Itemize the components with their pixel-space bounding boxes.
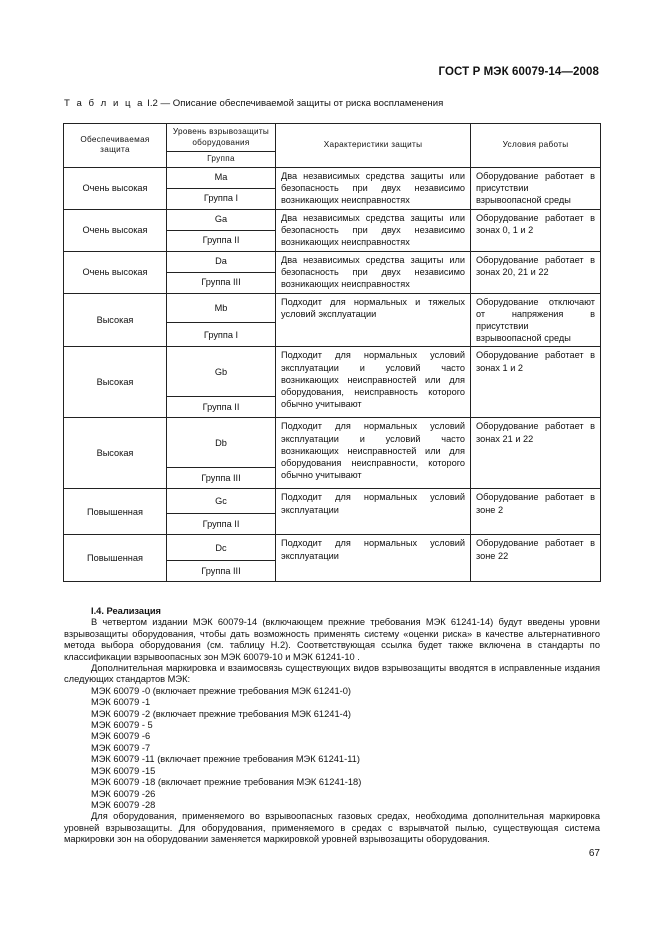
equipment-level-code: Gc <box>167 489 276 514</box>
protection-characteristics: Два независимых средства защиты или безопасность при двух независимо возникающих неисправностях <box>276 209 471 251</box>
protection-level: Повышенная <box>64 535 167 582</box>
paragraph: В четвертом издании МЭК 60079-14 (включающем прежние требования МЭК 61241-14) будут введены уровни взрывозащиты оборудования, чтобы дать возможность применять систему «оценки риска» в качестве альтернативного метода выбора оборудования (см. таблицу Н.2). Соответствующая ссылка будет также включена в стандарты по классификации взрывоопасных зон МЭК 60079-10 и МЭК 61241-10 . <box>64 617 600 662</box>
operating-conditions: Оборудование работает в зонах 20, 21 и 22 <box>471 251 601 293</box>
table-caption <box>64 98 443 109</box>
protection-characteristics: Подходит для нормальных условий эксплуатации и условий часто возникающих неисправностей или для оборудования, неисправность которого обычно учитывают <box>276 347 471 418</box>
equipment-group: Группа III <box>167 468 276 489</box>
standard-item: МЭК 60079 -1 <box>91 697 151 708</box>
standard-item: МЭК 60079 -0 (включает прежние требования МЭК 61241-0) <box>91 685 351 696</box>
protection-characteristics: Подходит для нормальных условий эксплуатации <box>276 489 471 535</box>
standard-item: МЭК 60079 -11 (включает прежние требования МЭК 61241-11) <box>91 754 360 765</box>
paragraph: Для оборудования, применяемого во взрывоопасных газовых средах, необходима дополнительная маркировка уровней взрывозащиты. Для оборудования, применяемого в средах с взрывчатой пылью, существующая система маркировки зон на оборудовании заменяется маркировкой уровней взрывозащиты оборудования. <box>64 811 600 845</box>
standard-item: МЭК 60079 -28 <box>91 799 156 810</box>
protection-level: Высокая <box>64 347 167 418</box>
protection-level: Очень высокая <box>64 251 167 293</box>
protection-table <box>63 123 601 582</box>
operating-conditions: Оборудование работает в зоне 2 <box>471 489 601 535</box>
equipment-group: Группа III <box>167 561 276 582</box>
header-level: Обеспечиваемая защита <box>64 124 167 168</box>
equipment-group: Группа I <box>167 188 276 209</box>
document-code: ГОСТ Р МЭК 60079-14—2008 <box>438 66 599 78</box>
operating-conditions: Оборудование отключают от напряжения в присутствии взрывоопасной среды <box>471 293 601 347</box>
header-equipment-level: Уровень взрывозащиты оборудования <box>167 124 276 152</box>
header-characteristics: Характеристики защиты <box>276 124 471 168</box>
page-number: 67 <box>588 848 600 859</box>
operating-conditions: Оборудование работает в зонах 0, 1 и 2 <box>471 209 601 251</box>
protection-characteristics: Два независимых средства защиты или безопасность при двух независимо возникающих неисправностях <box>276 251 471 293</box>
equipment-level-code: Db <box>167 418 276 468</box>
protection-characteristics: Подходит для нормальных условий эксплуатации <box>276 535 471 582</box>
caption-prefix: Т а б л и ц а <box>64 98 145 109</box>
caption-text: I.2 — Описание обеспечиваемой защиты от риска воспламенения <box>144 98 444 109</box>
protection-characteristics: Два независимых средства защиты или безопасность при двух независимо возникающих неисправностях <box>276 167 471 209</box>
standard-item: МЭК 60079 - 5 <box>91 720 153 731</box>
protection-level: Очень высокая <box>64 167 167 209</box>
protection-level: Высокая <box>64 293 167 347</box>
header-conditions: Условия работы <box>471 124 601 168</box>
table-row <box>64 347 601 397</box>
paragraph: Дополнительная маркировка и взаимосвязь существующих видов взрывозащиты вводятся в исправленные издания следующих стандартов МЭК: <box>64 663 600 685</box>
operating-conditions: Оборудование работает в присутствии взрывоопасной среды <box>471 167 601 209</box>
equipment-group: Группа III <box>167 272 276 293</box>
operating-conditions: Оборудование работает в зонах 21 и 22 <box>471 418 601 489</box>
table-row <box>64 293 601 323</box>
table-row <box>64 489 601 514</box>
table-row <box>64 418 601 468</box>
implementation-section <box>64 606 600 846</box>
equipment-level-code: Mb <box>167 293 276 323</box>
equipment-level-code: Ma <box>167 167 276 188</box>
header-group: Группа <box>167 152 276 168</box>
standard-item: МЭК 60079 -26 <box>91 788 156 799</box>
standard-item: МЭК 60079 -18 (включает прежние требования МЭК 61241-18) <box>91 777 362 788</box>
standard-item: МЭК 60079 -2 (включает прежние требования МЭК 61241-4) <box>91 708 351 719</box>
equipment-level-code: Gb <box>167 347 276 397</box>
table-row <box>64 167 601 188</box>
standard-item: МЭК 60079 -7 <box>91 742 151 753</box>
standard-item: МЭК 60079 -6 <box>91 731 151 742</box>
table-row <box>64 251 601 272</box>
protection-level: Повышенная <box>64 489 167 535</box>
standard-item: МЭК 60079 -15 <box>91 765 156 776</box>
operating-conditions: Оборудование работает в зонах 1 и 2 <box>471 347 601 418</box>
operating-conditions: Оборудование работает в зоне 22 <box>471 535 601 582</box>
equipment-level-code: Ga <box>167 209 276 230</box>
equipment-group: Группа II <box>167 397 276 418</box>
equipment-group: Группа I <box>167 323 276 347</box>
protection-characteristics: Подходит для нормальных условий эксплуатации и условий часто возникающих неисправностей или для оборудования неисправности, которого обычно учитывают <box>276 418 471 489</box>
equipment-group: Группа II <box>167 514 276 535</box>
protection-level: Очень высокая <box>64 209 167 251</box>
equipment-level-code: Dc <box>167 535 276 561</box>
table-row <box>64 535 601 561</box>
equipment-level-code: Da <box>167 251 276 272</box>
section-heading: I.4. Реализация <box>91 606 161 616</box>
protection-level: Высокая <box>64 418 167 489</box>
equipment-group: Группа II <box>167 230 276 251</box>
protection-characteristics: Подходит для нормальных и тяжелых условий эксплуатации <box>276 293 471 347</box>
standards-list <box>64 686 600 811</box>
table-row <box>64 209 601 230</box>
